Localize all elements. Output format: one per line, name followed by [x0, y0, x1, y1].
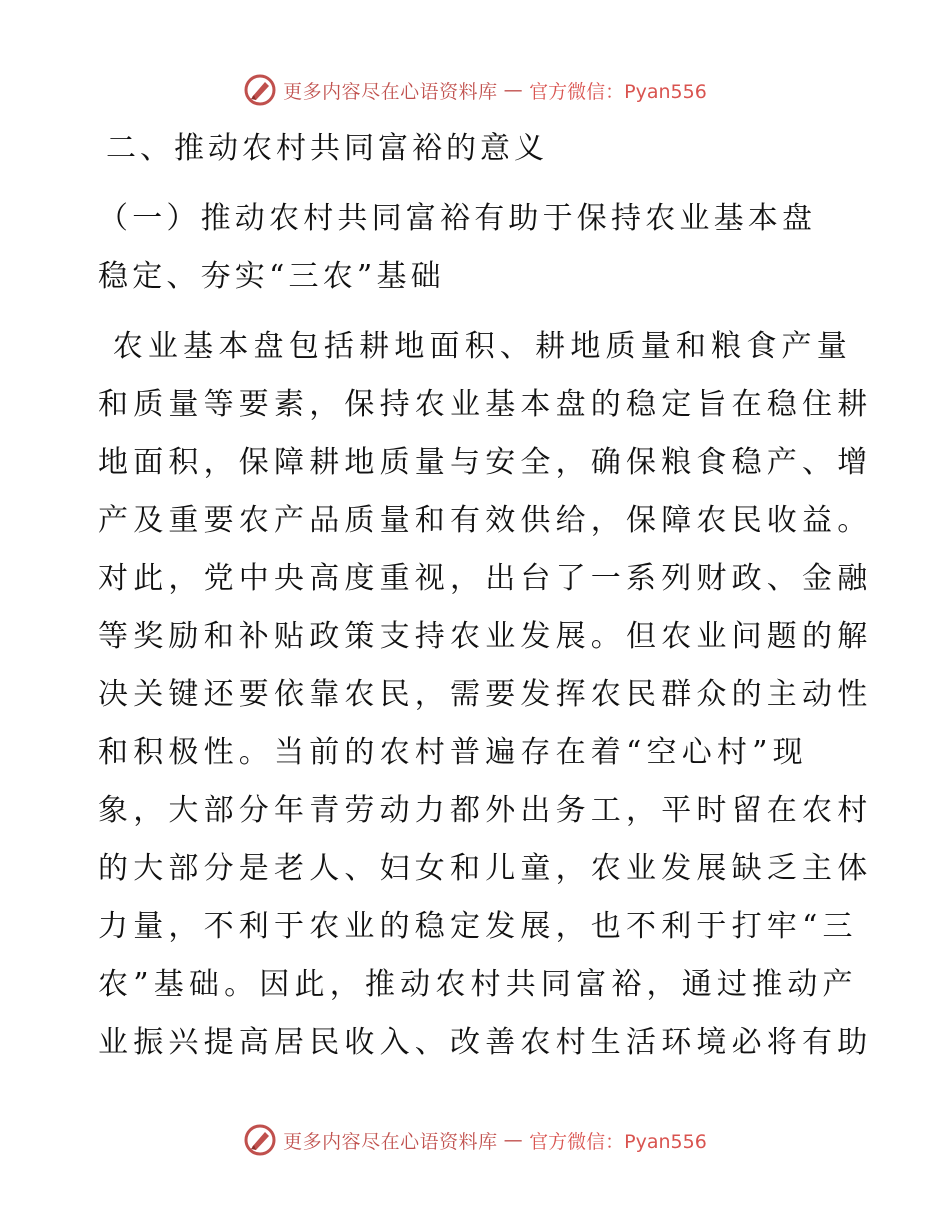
banner-text: 更多内容尽在心语资料库 — [283, 80, 498, 103]
document-body — [98, 120, 873, 1072]
paragraph-line: 的大部分是老人、妇女和儿童，农业发展缺乏主体 — [98, 851, 873, 886]
subsection-title-line-1: （一）推动农村共同富裕有助于保持农业基本盘 — [98, 201, 817, 236]
paragraph-line: 和积极性。当前的农村普遍存在着“空心村”现 — [98, 735, 808, 770]
paragraph-line: 和质量等要素，保持农业基本盘的稳定旨在稳住耕 — [98, 387, 873, 422]
banner-wechat: 官方微信：Pyan556 — [529, 1130, 707, 1153]
paragraph-line: 业振兴提高居民收入、改善农村生活环境必将有助 — [98, 1025, 873, 1060]
paragraph-line: 产及重要农产品质量和有效供给，保障农民收益。 — [98, 503, 873, 538]
paragraph-line: 农业基本盘包括耕地面积、耕地质量和粮食产量 — [98, 329, 852, 364]
paragraph-line: 力量，不利于农业的稳定发展，也不利于打牢“三 — [98, 909, 858, 944]
banner-separator: — — [503, 79, 524, 101]
paragraph-line: 等奖励和补贴政策支持农业发展。但农业问题的解 — [98, 619, 873, 654]
banner-wechat: 官方微信：Pyan556 — [529, 80, 707, 103]
header-banner — [0, 68, 950, 112]
banner-separator: — — [503, 1129, 524, 1151]
paragraph-line: 对此，党中央高度重视，出台了一系列财政、金融 — [98, 561, 873, 596]
paragraph-line: 决关键还要依靠农民，需要发挥农民群众的主动性 — [98, 677, 873, 712]
paragraph-line: 地面积，保障耕地质量与安全，确保粮食稳产、增 — [98, 445, 873, 480]
paragraph-line: 象，大部分年青劳动力都外出务工，平时留在农村 — [98, 793, 873, 828]
logo-icon — [243, 1123, 277, 1157]
footer-banner — [0, 1118, 950, 1162]
subsection-title-line-2: 稳定、夯实“三农”基础 — [98, 259, 445, 294]
banner-text: 更多内容尽在心语资料库 — [283, 1130, 498, 1153]
paragraph-line: 农”基础。因此，推动农村共同富裕，通过推动产 — [98, 967, 858, 1002]
logo-icon — [243, 73, 277, 107]
section-title: 二、推动农村共同富裕的意义 — [106, 131, 548, 166]
